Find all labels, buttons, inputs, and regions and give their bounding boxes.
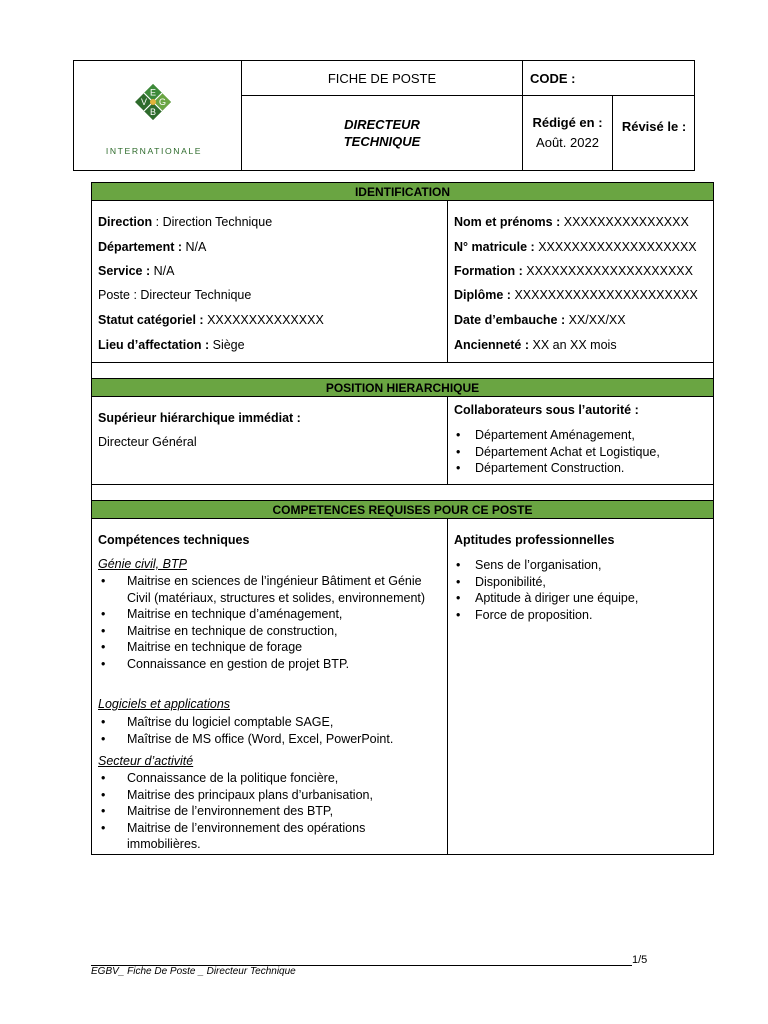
field-formation: Formation : XXXXXXXXXXXXXXXXXXXX [454,264,693,278]
redige-cell [523,96,612,170]
logiciels-list [98,714,438,747]
logo-letter-b: B [149,107,157,117]
list-item: • Maitrise en technique de forage [98,639,438,656]
logo-diamond-graphic [96,80,216,162]
document-title: FICHE DE POSTE [327,70,437,86]
list-item: • Maitrise de l’environnement des opérations immobilières. [98,820,438,853]
logo-letter-g: G [158,97,167,107]
list-item: • Maîtrise du logiciel comptable SAGE, [98,714,438,731]
logo-name: INTERNATIONALE [105,146,203,156]
section-competences-header: COMPETENCES REQUISES POUR CE POSTE [92,501,713,518]
footer-text: EGBV_ Fiche De Poste _ Directeur Technique [91,966,296,977]
redige-value: Août. 2022 [536,135,599,150]
field-anciennete: Ancienneté : XX an XX mois [454,338,617,352]
list-item: • Maitrise en technique de construction, [98,623,438,640]
field-departement: Département : N/A [98,240,207,254]
aptitudes-title: Aptitudes professionnelles [454,533,615,547]
page-number: 1/5 [632,954,648,966]
field-matricule: N° matricule : XXXXXXXXXXXXXXXXXXX [454,240,697,254]
revise-label: Révisé le : [621,118,687,134]
secteur-list [98,770,438,853]
tech-competences-title: Compétences techniques [98,533,250,547]
company-logo [96,80,216,162]
list-item: • Maitrise en technique d’aménagement, [98,606,438,623]
job-title-line2: TECHNIQUE [343,134,421,149]
genie-civil-title: Génie civil, BTP [98,557,187,571]
list-item: • Département Construction. [454,460,709,477]
list-item: • Sens de l’organisation, [454,557,709,574]
superior-value: Directeur Général [98,435,197,449]
section-identification-header: IDENTIFICATION [92,183,713,200]
list-item: • Disponibilité, [454,574,709,591]
field-lieu: Lieu d’affectation : Siège [98,338,245,352]
collaborators-list [454,427,709,477]
field-statut: Statut catégoriel : XXXXXXXXXXXXXX [98,313,324,327]
collaborators-label: Collaborateurs sous l’autorité : [454,403,639,417]
list-item: • Département Achat et Logistique, [454,444,709,461]
secteur-title: Secteur d’activité [98,754,194,768]
field-diplome: Diplôme : XXXXXXXXXXXXXXXXXXXXXX [454,288,698,302]
list-item: • Connaissance de la politique foncière, [98,770,438,787]
field-poste: Poste : Directeur Technique [98,288,252,302]
genie-civil-list [98,573,438,673]
list-item: • Connaissance en gestion de projet BTP. [98,656,438,673]
job-title-line1: DIRECTEUR [344,117,420,132]
list-item: • Force de proposition. [454,607,709,624]
code-label: CODE : [530,70,576,86]
section-position-header: POSITION HIERARCHIQUE [92,379,713,396]
logiciels-title: Logiciels et applications [98,697,231,711]
list-item: • Maitrise de l’environnement des BTP, [98,803,438,820]
superior-label: Supérieur hiérarchique immédiat : [98,411,301,425]
list-item: • Maitrise des principaux plans d’urbanisation, [98,787,438,804]
logo-letter-e: E [149,87,157,98]
list-item: • Aptitude à diriger une équipe, [454,590,709,607]
field-nom: Nom et prénoms : XXXXXXXXXXXXXXX [454,215,689,229]
field-service: Service : N/A [98,264,175,278]
redige-label: Rédigé en : [532,115,603,130]
list-item: • Maitrise en sciences de l’ingénieur Bâtiment et Génie Civil (matériaux, structures et solides, environnement) [98,573,438,606]
field-date-embauche: Date d’embauche : XX/XX/XX [454,313,626,327]
list-item: • Département Aménagement, [454,427,709,444]
logo-letter-v: V [140,97,148,107]
list-item: • Maîtrise de MS office (Word, Excel, PowerPoint. [98,731,438,748]
job-title [242,96,522,170]
logo-center-dot [150,99,156,105]
field-direction: Direction : Direction Technique [98,215,273,229]
aptitudes-list [454,557,709,623]
